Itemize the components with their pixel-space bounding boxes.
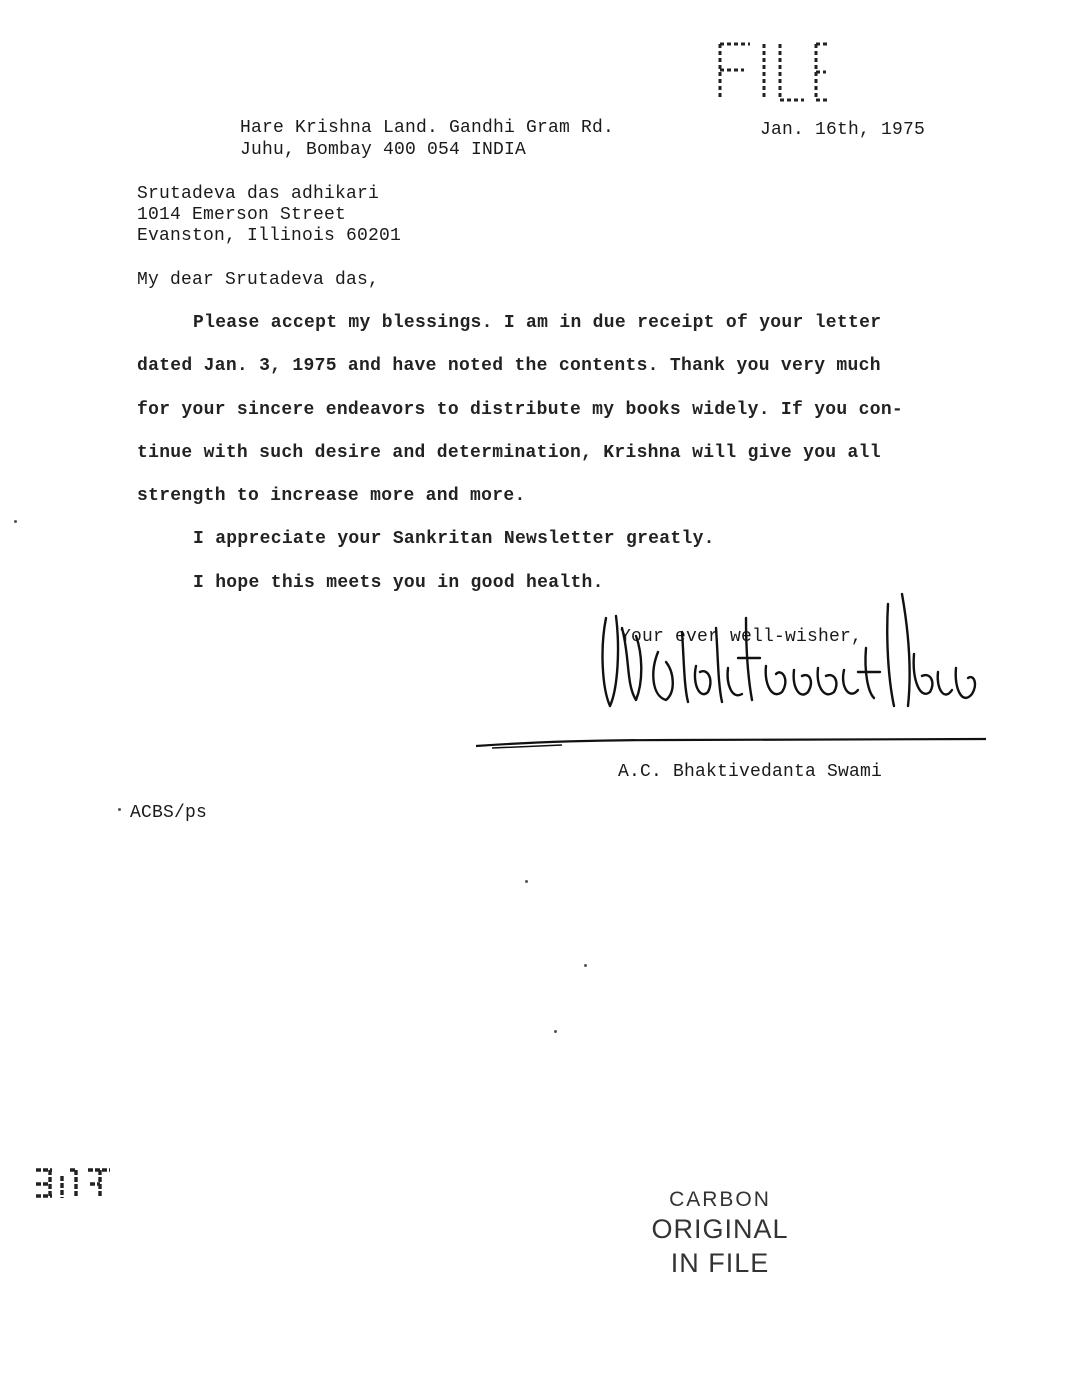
scan-speck	[525, 880, 528, 883]
body-line: Please accept my blessings. I am in due receipt of your letter	[193, 313, 882, 333]
file-stamp-bottom-left	[30, 1162, 114, 1202]
carbon-stamp-line1: CARBON	[669, 1188, 771, 1211]
carbon-stamp-line2: ORIGINAL	[651, 1214, 789, 1244]
signature-line	[472, 734, 988, 750]
closing: Your ever well-wisher,	[620, 627, 863, 647]
scan-speck	[554, 1030, 557, 1033]
recipient-name: Srutadeva das adhikari	[137, 184, 380, 204]
body-line: for your sincere endeavors to distribute my books widely. If you con-	[137, 400, 904, 420]
body-line: strength to increase more and more.	[137, 486, 526, 506]
salutation: My dear Srutadeva das,	[137, 270, 380, 290]
body-line: tinue with such desire and determination, Krishna will give you all	[137, 443, 881, 463]
recipient-street: 1014 Emerson Street	[137, 205, 347, 225]
file-stamp-top-text: FILE	[761, 70, 781, 79]
body-line: I appreciate your Sankritan Newsletter greatly.	[193, 529, 715, 549]
sender-address-line2: Juhu, Bombay 400 054 INDIA	[240, 140, 527, 160]
scan-speck	[584, 964, 587, 967]
carbon-stamp-line3: IN FILE	[670, 1248, 770, 1278]
scan-speck	[14, 520, 17, 523]
body-line: I hope this meets you in good health.	[193, 573, 604, 593]
scan-speck	[118, 808, 121, 811]
recipient-city: Evanston, Illinois 60201	[137, 226, 402, 246]
letter-date: Jan. 16th, 1975	[760, 120, 926, 140]
body-line: dated Jan. 3, 1975 and have noted the contents. Thank you very much	[137, 356, 881, 376]
reference-initials: ACBS/ps	[130, 803, 208, 823]
handwritten-signature	[596, 588, 986, 720]
file-stamp-top	[712, 36, 830, 108]
file-stamp-bottom-left-text: FILE	[64, 1181, 80, 1188]
sender-address-line1: Hare Krishna Land. Gandhi Gram Rd.	[240, 118, 615, 138]
signatory-name: A.C. Bhaktivedanta Swami	[618, 762, 883, 782]
